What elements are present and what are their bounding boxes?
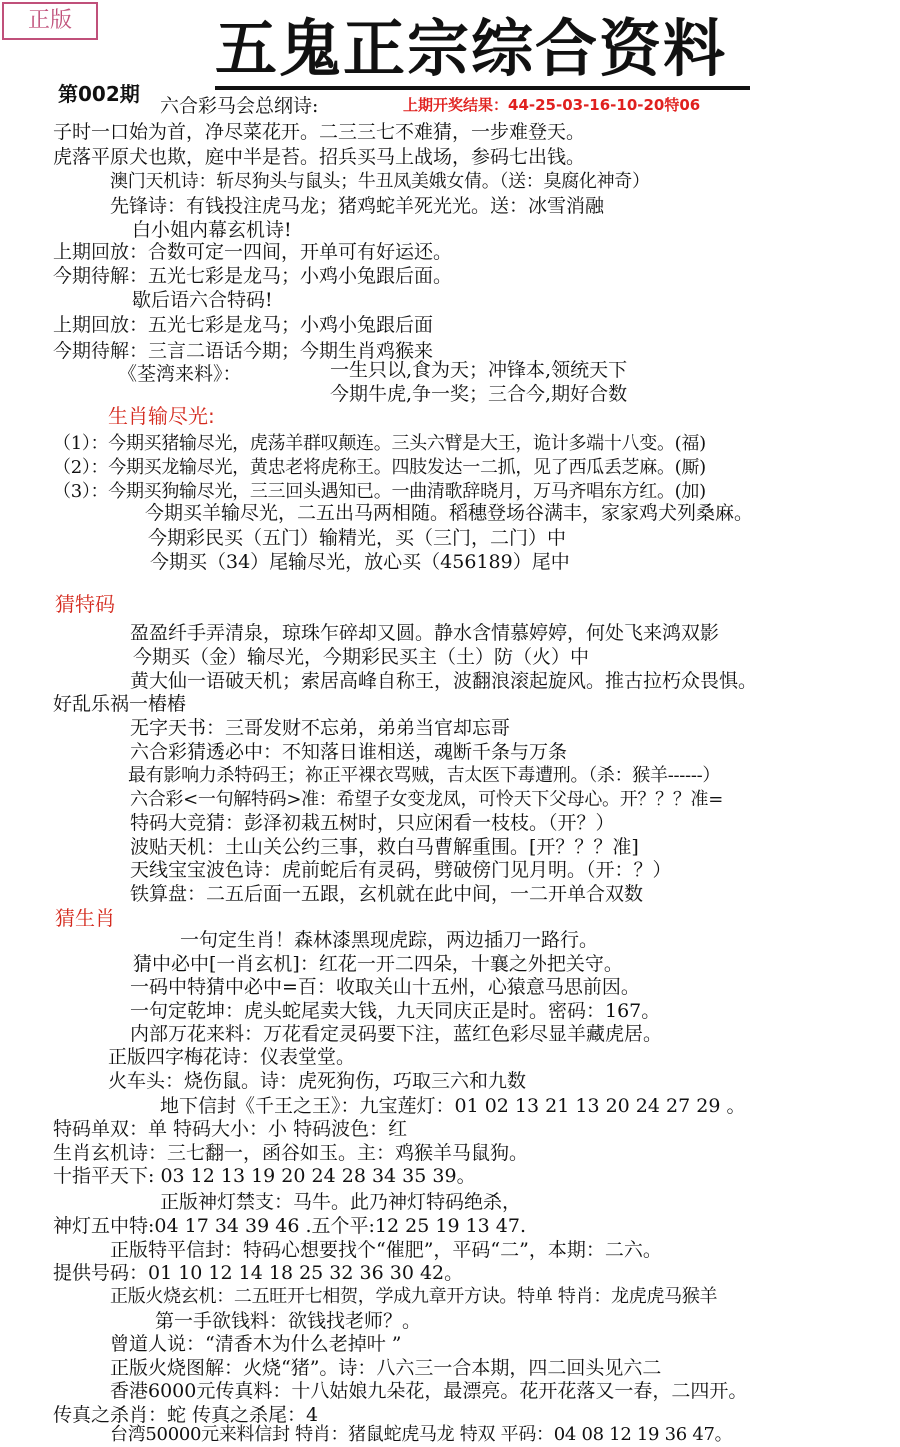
text-line: 六合彩马会总纲诗:	[160, 95, 319, 117]
text-line: 白小姐内幕玄机诗!	[132, 219, 292, 241]
text-line: 一句定乾坤：虎头蛇尾卖大钱，九天同庆正是时。密码：167。	[130, 1000, 661, 1022]
text-line: 澳门天机诗：斩尽狗头与鼠头；牛丑凤美娥女倩。（送：臭腐化神奇）	[110, 171, 650, 192]
text-line: 火车头：烧伤鼠。诗：虎死狗伤，巧取三六和九数	[108, 1070, 527, 1092]
text-line: （2）：今期买龙输尽光，黄忠老将虎称王。四肢发达一二抓，见了西瓜丢芝麻。(厮)	[53, 457, 706, 478]
text-line: 无字天书：三哥发财不忘弟，弟弟当官却忘哥	[130, 717, 511, 739]
text-line: 曾道人说：“清香木为什么老掉叶 ”	[110, 1333, 402, 1355]
issue-number: 第002期	[58, 82, 140, 106]
text-line: 提供号码：01 10 12 14 18 25 32 36 30 42。	[53, 1262, 464, 1284]
text-line: 一码中特猜中必中=百：收取关山十五州，心猿意马思前因。	[130, 976, 640, 998]
text-line: 波贴天机：土山关公约三事，救白马曹解重围。[开？？？准]	[130, 836, 639, 858]
text-line: 内部万花来料：万花看定灵码要下注，蓝红色彩尽显羊藏虎居。	[130, 1023, 663, 1045]
last-draw-result: 上期开奖结果：44-25-03-16-10-20特06	[403, 96, 701, 114]
text-line: 神灯五中特:04 17 34 39 46 .五个平:12 25 19 13 47.	[53, 1215, 527, 1237]
text-line: 盈盈纤手弄清泉，琼珠乍碎却又圆。静水含情慕婷婷，何处飞来鸿双影	[130, 622, 720, 644]
text-line: 六合彩猜透必中：不知落日谁相送，魂断千条与万条	[130, 741, 568, 763]
text-line: 上期回放：五光七彩是龙马；小鸡小兔跟后面	[53, 314, 434, 336]
text-line: 子时一口始为首，净尽菜花开。二三三七不难猜，一步难登天。	[53, 121, 586, 143]
text-line: 今期彩民买（五门）输精光，买（三门，二门）中	[148, 527, 567, 549]
text-line: 今期牛虎,争一奖；三合今,期好合数	[330, 383, 628, 405]
text-line: 铁算盘：二五后面一五跟，玄机就在此中间，一二开单合双数	[130, 883, 644, 905]
edition-badge: 正版	[2, 2, 98, 40]
text-line: 今期待解：五光七彩是龙马；小鸡小兔跟后面。	[53, 265, 453, 287]
text-line: 《荃湾来料》：	[118, 363, 242, 385]
text-line: 六合彩<一句解特码>准：希望子女变龙凤，可怜天下父母心。开？？？准=	[130, 789, 724, 810]
text-line: 特码大竞猜：彭泽初栽五树时，只应闲看一枝枝。（开？）	[130, 812, 615, 834]
text-line: 今期买（金）输尽光，今期彩民买主（土）防（火）中	[133, 646, 590, 668]
text-line: 正版四字梅花诗：仪表堂堂。	[108, 1046, 356, 1068]
text-line: 正版火烧玄机：二五旺开七相贺，学成九章开方诀。特单 特肖：龙虎虎马猴羊	[110, 1286, 718, 1307]
text-line: 先锋诗：有钱投注虎马龙；猪鸡蛇羊死光光。送：冰雪消融	[110, 195, 605, 217]
page-title: 五鬼正宗综合资料	[215, 14, 750, 90]
section-heading-guess-zodiac: 猜生肖	[55, 906, 115, 930]
text-line: 传真之杀肖：蛇 传真之杀尾：4	[53, 1404, 319, 1426]
text-line: 今期买羊输尽光，二五出马两相随。稻穗登场谷满丰，家家鸡犬列桑麻。	[145, 502, 754, 524]
text-line: 台湾50000元来料信封 特肖：猪鼠蛇虎马龙 特双 平码：04 08 12 19 36 47。	[110, 1424, 733, 1445]
text-line: 虎落平原犬也欺，庭中半是苔。招兵买马上战场，参码七出钱。	[53, 146, 586, 168]
text-line: 最有影响力杀特码王；祢正平裸衣骂贼，吉太医下毒遭刑。（杀：猴羊------）	[128, 765, 721, 786]
text-line: 生肖玄机诗：三七翻一，函谷如玉。主：鸡猴羊马鼠狗。	[53, 1142, 529, 1164]
text-line: 天线宝宝波色诗：虎前蛇后有灵码，劈破傍门见月明。（开：？）	[130, 859, 672, 881]
section-heading-zodiac-lose: 生肖输尽光:	[108, 404, 215, 428]
text-line: 好乱乐祸一樁樁	[53, 693, 187, 715]
text-line: 今期待解：三言二语话今期；今期生肖鸡猴来	[53, 340, 434, 362]
text-line: 黄大仙一语破天机；索居高峰自称王，波翻浪滚起旋风。推古拉朽众畏惧。	[130, 670, 758, 692]
text-line: 地下信封《千王之王》：九宝莲灯：01 02 13 21 13 20 24 27 29 。	[160, 1095, 746, 1117]
text-line: 十指平天下: 03 12 13 19 20 24 28 34 35 39。	[53, 1165, 476, 1187]
text-line: 香港6000元传真料：十八姑娘九朵花，最漂亮。花开花落又一春，二四开。	[110, 1380, 748, 1402]
text-line: 上期回放：合数可定一四间，开单可有好运还。	[53, 241, 453, 263]
text-line: 一生只以,食为天；冲锋本,领统天下	[330, 359, 628, 381]
text-line: 第一手欲钱料：欲钱找老师？。	[155, 1310, 422, 1332]
text-line: 一句定生肖！森林漆黑现虎踪，两边插刀一路行。	[180, 929, 599, 951]
section-heading-guess-code: 猜特码	[55, 592, 115, 616]
text-line: 正版火烧图解：火烧“猪”。诗：八六三一合本期，四二回头见六二	[110, 1357, 662, 1379]
text-line: 今期买（34）尾输尽光，放心买（456189）尾中	[150, 551, 570, 573]
text-line: 特码单双：单 特码大小：小 特码波色：红	[53, 1118, 408, 1140]
text-line: 歇后语六合特码!	[132, 289, 273, 311]
text-line: （3）：今期买狗输尽光，三三回头遇知已。一曲清歌辞晓月，万马齐唱东方红。(加)	[53, 481, 706, 502]
text-line: （1）：今期买猪输尽光，虎荡羊群叹颠连。三头六臂是大王，诡计多端十八变。(福)	[53, 433, 706, 454]
text-line: 猜中必中[一肖玄机]：红花一开二四朵，十襄之外把关守。	[133, 953, 623, 975]
text-line: 正版神灯禁支：马牛。此乃神灯特码绝杀，	[160, 1191, 522, 1213]
text-line: 正版特平信封：特码心想要找个“催肥”，平码“二”，本期：二六。	[110, 1239, 662, 1261]
